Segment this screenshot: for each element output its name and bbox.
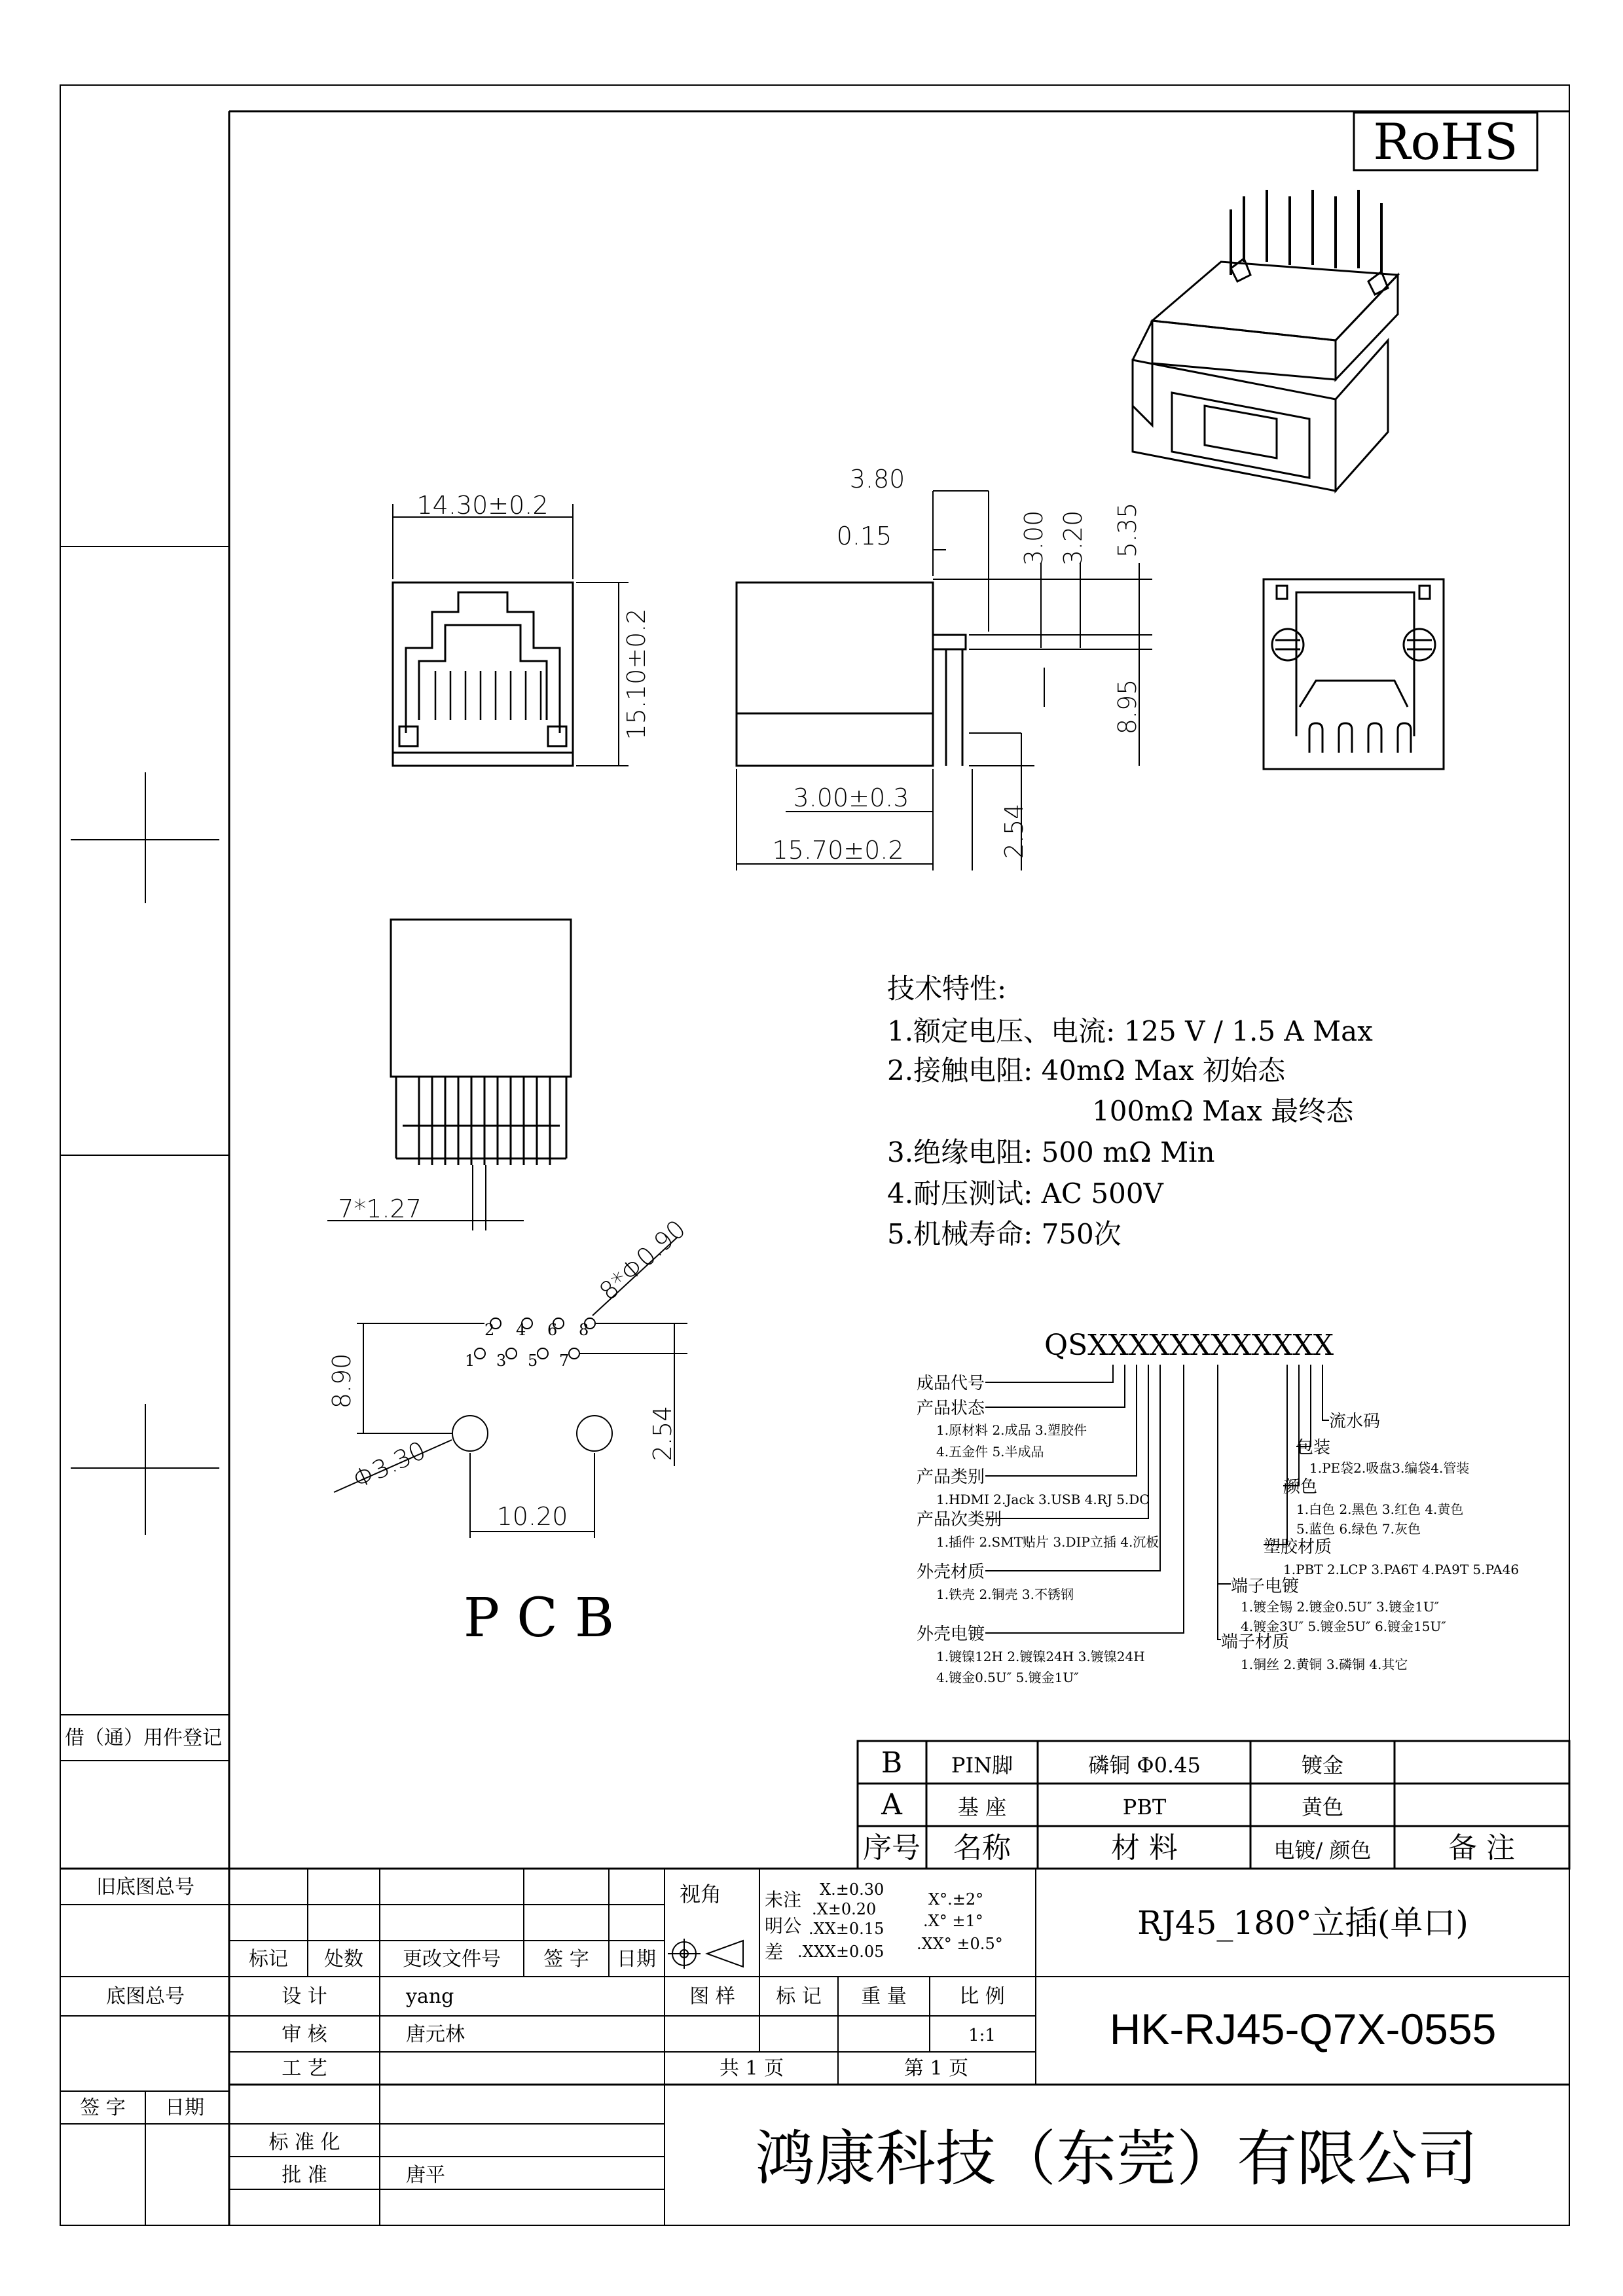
svg-text:外壳电镀: 外壳电镀 [917, 1624, 985, 1644]
role-approve: 批 准 [282, 2164, 327, 2187]
part-code: QSXXXXXXXXXXXX [1044, 1329, 1334, 1362]
tolerance-note [765, 1889, 801, 1963]
svg-text:塑胶材质: 塑胶材质 [1264, 1537, 1332, 1557]
svg-text:明公: 明公 [765, 1915, 802, 1937]
svg-text:1.铁壳 2.铜壳 3.不锈钢: 1.铁壳 2.铜壳 3.不锈钢 [936, 1587, 1074, 1602]
svg-text:8: 8 [579, 1321, 589, 1339]
bom-header-material: 材 料 [1111, 1831, 1178, 1865]
svg-text:2: 2 [484, 1321, 495, 1339]
svg-text:标 记: 标 记 [776, 1985, 822, 2008]
svg-text:1.PBT 2.LCP 3.PA6T 4.PA9T 5.PA: 1.PBT 2.LCP 3.PA6T 4.PA9T 5.PA46 [1283, 1562, 1520, 1577]
bom-name-b: PIN脚 [951, 1753, 1013, 1778]
spec-line-1: 1.额定电压、电流: 125 V / 1.5 A Max [887, 1015, 1373, 1047]
role-standard: 标 准 化 [268, 2131, 340, 2154]
dim-895: 8.95 [1113, 679, 1142, 735]
side-view [737, 583, 966, 766]
role-process: 工 艺 [282, 2057, 327, 2080]
registration-cross-bottom [71, 1404, 219, 1535]
dim-300: 3.00 [1019, 510, 1048, 566]
drawing-number: HK-RJ45-Q7X-0555 [1109, 2005, 1497, 2053]
svg-text:外壳材质: 外壳材质 [917, 1562, 985, 1582]
svg-text:6: 6 [547, 1321, 558, 1339]
name-design: yang [406, 1985, 454, 2008]
svg-text:1.镀镍12H 2.镀镍24H 3.镀镍24H: 1.镀镍12H 2.镀镍24H 3.镀镍24H [936, 1649, 1145, 1664]
svg-text:端子电镀: 端子电镀 [1231, 1577, 1300, 1596]
bom-seq-a: A [881, 1788, 902, 1821]
svg-text:.X±0.20: .X±0.20 [812, 1900, 877, 1918]
revision-headers [249, 1948, 656, 1971]
svg-text:比 例: 比 例 [959, 1985, 1005, 2008]
view-angle-label: 视角 [679, 1882, 722, 1907]
svg-text:1.插件 2.SMT贴片 3.DIP立插 4.沉板: 1.插件 2.SMT贴片 3.DIP立插 4.沉板 [936, 1534, 1159, 1550]
svg-text:日期: 日期 [617, 1948, 656, 1971]
dim-320: 3.20 [1059, 510, 1087, 566]
svg-text:1.镀全锡 2.镀金0.5U″ 3.镀金1U″: 1.镀全锡 2.镀金0.5U″ 3.镀金1U″ [1241, 1599, 1440, 1615]
svg-text:签 字: 签 字 [543, 1948, 589, 1971]
dim-015: 0.15 [836, 522, 892, 550]
bom-finish-b: 镀金 [1301, 1753, 1344, 1778]
svg-text:1.铜丝 2.黄铜 3.磷铜 4.其它: 1.铜丝 2.黄铜 3.磷铜 4.其它 [1241, 1657, 1408, 1672]
company-name: 鸿康科技（东莞）有限公司 [754, 2124, 1478, 2194]
spec-line-3: 3.绝缘电阻: 500 mΩ Min [887, 1136, 1215, 1168]
projection-symbol-icon [668, 1939, 743, 1969]
bom-name-a: 基 座 [957, 1795, 1007, 1820]
bom-header-seq: 序号 [863, 1831, 921, 1865]
dim-pcb-hole: 8*Φ0.90 [593, 1214, 691, 1306]
svg-text:4.五金件 5.半成品: 4.五金件 5.半成品 [936, 1444, 1044, 1460]
svg-text:X°.±2°: X°.±2° [928, 1890, 984, 1909]
dim-254: 2.54 [1000, 803, 1029, 859]
svg-text:差: 差 [765, 1941, 784, 1963]
svg-text:图 样: 图 样 [689, 1985, 735, 2008]
svg-text:第 1 页: 第 1 页 [903, 2057, 969, 2080]
front-view [393, 583, 573, 766]
svg-text:1.HDMI 2.Jack 3.USB 4.RJ 5.DC: 1.HDMI 2.Jack 3.USB 4.RJ 5.DC [936, 1492, 1150, 1507]
spec-line-2b: 100mΩ Max 最终态 [1092, 1095, 1354, 1127]
drawing-title: RJ45_180°立插(单口) [1137, 1904, 1468, 1942]
svg-text:.XX±0.15: .XX±0.15 [809, 1920, 884, 1938]
date-label: 日期 [165, 2096, 204, 2119]
svg-text:未注: 未注 [765, 1889, 802, 1910]
bottom-view [391, 920, 571, 1165]
svg-text:共 1 页: 共 1 页 [719, 2057, 784, 2080]
svg-text:重 量: 重 量 [861, 1985, 907, 2008]
spec-line-5: 5.机械寿命: 750次 [887, 1218, 1122, 1250]
rear-view [1264, 579, 1444, 769]
dim-pcb-post: Φ3.30 [348, 1435, 430, 1494]
old-total-label: 旧底图总号 [96, 1876, 194, 1899]
svg-text:5: 5 [528, 1352, 538, 1370]
name-approve: 唐平 [406, 2164, 445, 2187]
svg-text:4.镀金3U″ 5.镀金5U″ 6.镀金15U″: 4.镀金3U″ 5.镀金5U″ 6.镀金15U″ [1241, 1619, 1446, 1634]
sign-label: 签 字 [80, 2096, 126, 2119]
bom-material-a: PBT [1122, 1795, 1167, 1820]
svg-text:.XX° ±0.5°: .XX° ±0.5° [917, 1935, 1003, 1953]
dim-535: 5.35 [1113, 502, 1142, 558]
bom-material-b: 磷铜 Φ0.45 [1088, 1753, 1201, 1778]
bom-finish-a: 黄色 [1301, 1795, 1344, 1820]
svg-text:处数: 处数 [324, 1948, 363, 1971]
pcb-label: P C B [463, 1587, 615, 1649]
svg-text:产品状态: 产品状态 [917, 1399, 985, 1418]
spec-title: 技术特性: [887, 973, 1007, 1005]
register-label: 借（通）用件登记 [65, 1727, 222, 1749]
registration-cross-top [71, 772, 219, 903]
svg-text:包装: 包装 [1296, 1438, 1331, 1458]
name-review: 唐元林 [406, 2023, 465, 2046]
bom-header-finish: 电镀/ 颜色 [1273, 1838, 1372, 1863]
svg-text:产品次类别: 产品次类别 [917, 1510, 1002, 1530]
svg-text:.XXX±0.05: .XXX±0.05 [797, 1943, 884, 1961]
svg-text:3: 3 [496, 1352, 507, 1370]
svg-text:4: 4 [516, 1321, 526, 1339]
svg-text:颜色: 颜色 [1283, 1477, 1318, 1497]
iso-view [1133, 190, 1398, 491]
dim-1570: 15.70±0.2 [772, 836, 904, 865]
svg-text:X.±0.30: X.±0.30 [820, 1880, 884, 1899]
svg-text:4.镀金0.5U″ 5.镀金1U″: 4.镀金0.5U″ 5.镀金1U″ [936, 1670, 1079, 1685]
dim-pcb-1020: 10.20 [496, 1502, 568, 1531]
dim-pcb-254: 2.54 [648, 1405, 677, 1462]
base-total-label: 底图总号 [106, 1985, 185, 2008]
dim-front-width: 14.30±0.2 [416, 491, 549, 520]
tolerance-linear [797, 1880, 884, 1961]
svg-text:成品代号: 成品代号 [917, 1374, 985, 1393]
svg-text:7: 7 [559, 1352, 570, 1370]
svg-text:.X° ±1°: .X° ±1° [923, 1912, 983, 1930]
meta-block [689, 1985, 1005, 2080]
svg-text:1.PE袋2.吸盘3.编袋4.管装: 1.PE袋2.吸盘3.编袋4.管装 [1309, 1460, 1470, 1476]
svg-text:端子材质: 端子材质 [1221, 1632, 1290, 1652]
svg-text:5.蓝色 6.绿色 7.灰色: 5.蓝色 6.绿色 7.灰色 [1296, 1521, 1421, 1537]
dim-pcb-890: 8.90 [327, 1353, 356, 1409]
dim-pitch: 7*1.27 [338, 1194, 422, 1223]
svg-text:标记: 标记 [249, 1948, 288, 1971]
tolerance-angular [917, 1890, 1003, 1953]
svg-text:1: 1 [465, 1352, 475, 1370]
bom-header-note: 备 注 [1448, 1831, 1515, 1865]
spec-line-2: 2.接触电阻: 40mΩ Max 初始态 [887, 1054, 1286, 1086]
svg-text:1.原材料 2.成品 3.塑胶件: 1.原材料 2.成品 3.塑胶件 [936, 1422, 1087, 1438]
bom-seq-b: B [881, 1746, 903, 1780]
dim-front-height: 15.10±0.2 [622, 608, 651, 740]
rohs-mark: RoHS [1373, 113, 1518, 171]
dim-380: 3.80 [849, 465, 905, 493]
bom-header-name: 名称 [953, 1831, 1011, 1865]
svg-text:1.白色 2.黑色 3.红色 4.黄色: 1.白色 2.黑色 3.红色 4.黄色 [1296, 1501, 1464, 1517]
dim-300-tol: 3.00±0.3 [793, 783, 909, 812]
tech-specs [887, 973, 1373, 1250]
svg-text:更改文件号: 更改文件号 [403, 1948, 501, 1971]
scale-value: 1:1 [968, 2026, 996, 2045]
svg-text:产品类别: 产品类别 [917, 1467, 985, 1487]
role-review: 审 核 [282, 2023, 327, 2046]
spec-line-4: 4.耐压测试: AC 500V [887, 1177, 1163, 1210]
role-design: 设 计 [282, 1985, 327, 2008]
svg-text:流水码: 流水码 [1329, 1412, 1381, 1431]
